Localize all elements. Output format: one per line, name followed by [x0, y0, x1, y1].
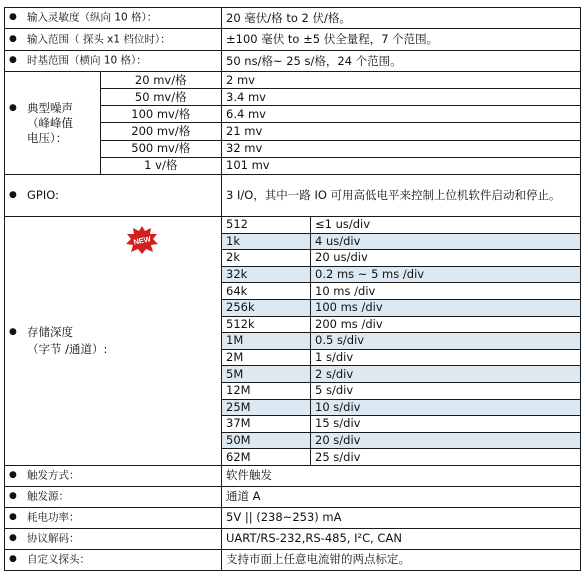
power-value: 5V || (238~253) mA — [222, 507, 581, 528]
depth-table — [222, 217, 580, 465]
depth-timebase: 1 s/div — [311, 349, 581, 366]
depth-row — [222, 349, 580, 366]
bullet-icon: ● — [9, 512, 17, 523]
depth-timebase: 100 ms /div — [311, 299, 581, 316]
sensitivity-value: 20 毫伏/格 to 2 伏/格。 — [222, 8, 581, 29]
bullet-icon: ● — [9, 554, 17, 565]
noise-label-cell — [5, 72, 222, 175]
gpio-value: 3 I/O，其中一路 IO 可用高低电平来控制上位机软件启动和停止。 — [222, 175, 581, 217]
depth-row — [222, 366, 580, 383]
new-badge-icon — [125, 225, 159, 255]
new-badge-text: NEW — [132, 234, 152, 247]
noise-scale: 50 mv/格 — [100, 89, 221, 106]
trigger-mode-label-cell — [5, 465, 222, 486]
noise-label-line1: 典型噪声 — [27, 100, 73, 115]
bullet-icon: ● — [9, 533, 17, 544]
spec-table — [4, 7, 581, 571]
depth-row — [222, 316, 580, 333]
row-range — [5, 29, 581, 51]
depth-row — [222, 250, 580, 267]
noise-value: 3.4 mv — [222, 89, 580, 106]
depth-timebase: 0.2 ms ~ 5 ms /div — [311, 266, 581, 283]
depth-size: 12M — [222, 382, 311, 399]
gpio-label-cell — [5, 175, 222, 217]
depth-size: 25M — [222, 399, 311, 416]
row-protocol — [5, 528, 581, 549]
depth-timebase: 0.5 s/div — [311, 333, 581, 350]
row-power — [5, 507, 581, 528]
depth-size: 2k — [222, 250, 311, 267]
noise-value: 6.4 mv — [222, 106, 580, 123]
depth-size: 37M — [222, 416, 311, 433]
depth-size: 512 — [222, 217, 311, 233]
row-probe — [5, 549, 581, 570]
protocol-label: 协议解码： — [27, 532, 80, 545]
bullet-icon: ● — [9, 326, 17, 337]
probe-label: 自定义探头： — [27, 553, 90, 566]
depth-label: 存储深度 — [27, 324, 73, 339]
row-trigger-mode — [5, 465, 581, 486]
depth-timebase: ≤1 us/div — [311, 217, 581, 233]
row-depth — [5, 217, 581, 466]
depth-row — [222, 233, 580, 250]
timebase-label-cell — [5, 51, 222, 72]
noise-value-cell — [222, 72, 581, 175]
depth-size: 1M — [222, 333, 311, 350]
noise-scale: 100 mv/格 — [100, 106, 221, 123]
gpio-label: GPIO: — [27, 187, 59, 202]
depth-timebase: 10 ms /div — [311, 283, 581, 300]
timebase-label: 时基范围（横向 10 格）： — [27, 54, 147, 67]
noise-scale-table — [5, 72, 221, 174]
depth-row — [222, 416, 580, 433]
row-noise — [5, 72, 581, 175]
depth-timebase: 15 s/div — [311, 416, 581, 433]
row-trigger-source — [5, 486, 581, 507]
trigger-source-value: 通道 A — [222, 486, 581, 507]
depth-size: 32k — [222, 266, 311, 283]
row-gpio — [5, 175, 581, 217]
depth-size: 62M — [222, 449, 311, 465]
depth-timebase: 20 us/div — [311, 250, 581, 267]
bullet-icon: ● — [9, 102, 17, 113]
noise-scale: 20 mv/格 — [100, 72, 221, 89]
noise-label — [5, 72, 100, 174]
noise-value: 2 mv — [222, 72, 580, 89]
power-label-cell — [5, 507, 222, 528]
depth-size: 64k — [222, 283, 311, 300]
depth-size: 2M — [222, 349, 311, 366]
depth-timebase: 25 s/div — [311, 449, 581, 465]
bullet-icon: ● — [9, 470, 17, 481]
depth-timebase: 10 s/div — [311, 399, 581, 416]
depth-sublabel: （字节 /通道）: — [27, 341, 108, 356]
noise-label-line3: 电压）： — [27, 130, 68, 145]
row-sensitivity — [5, 8, 581, 29]
row-timebase — [5, 51, 581, 72]
noise-value: 32 mv — [222, 140, 580, 157]
depth-row — [222, 283, 580, 300]
trigger-source-label-cell — [5, 486, 222, 507]
bullet-icon: ● — [9, 55, 17, 66]
sensitivity-label: 输入灵敏度（纵向 10 格）： — [27, 11, 158, 24]
protocol-value: UART/RS-232,RS-485, I²C, CAN — [222, 528, 581, 549]
noise-value: 101 mv — [222, 157, 580, 174]
bullet-icon: ● — [9, 491, 17, 502]
timebase-value: 50 ns/格~ 25 s/格，24 个范围。 — [222, 51, 581, 72]
range-value: ±100 毫伏 to ±5 伏全量程，7 个范围。 — [222, 29, 581, 51]
range-label-cell — [5, 29, 222, 51]
noise-scale: 1 v/格 — [100, 157, 221, 174]
noise-value: 21 mv — [222, 123, 580, 140]
noise-scale: 500 mv/格 — [100, 140, 221, 157]
trigger-mode-label: 触发方式： — [27, 469, 80, 482]
depth-size: 256k — [222, 299, 311, 316]
depth-timebase: 4 us/div — [311, 233, 581, 250]
depth-timebase: 2 s/div — [311, 366, 581, 383]
protocol-label-cell — [5, 528, 222, 549]
noise-value-table — [222, 72, 580, 174]
probe-label-cell — [5, 549, 222, 570]
depth-row — [222, 299, 580, 316]
sensitivity-label-cell — [5, 8, 222, 29]
bullet-icon: ● — [9, 190, 17, 200]
depth-timebase: 5 s/div — [311, 382, 581, 399]
bullet-icon: ● — [9, 12, 17, 23]
depth-size: 1k — [222, 233, 311, 250]
depth-row — [222, 217, 580, 233]
trigger-mode-value: 软件触发 — [222, 465, 581, 486]
depth-row — [222, 382, 580, 399]
depth-row — [222, 333, 580, 350]
probe-value: 支持市面上任意电流钳的两点标定。 — [222, 549, 581, 570]
depth-label-cell — [5, 217, 222, 466]
depth-row — [222, 266, 580, 283]
trigger-source-label: 触发源： — [27, 490, 69, 503]
depth-timebase: 20 s/div — [311, 432, 581, 449]
depth-value-cell — [222, 217, 581, 466]
noise-scale: 200 mv/格 — [100, 123, 221, 140]
bullet-icon: ● — [9, 33, 17, 44]
depth-timebase: 200 ms /div — [311, 316, 581, 333]
depth-size: 5M — [222, 366, 311, 383]
noise-label-line2: （峰峰值 — [27, 115, 73, 130]
depth-row — [222, 432, 580, 449]
power-label: 耗电功率： — [27, 511, 80, 524]
depth-size: 50M — [222, 432, 311, 449]
range-label: 输入范围（ 探头 x1 档位时）： — [27, 33, 171, 46]
depth-size: 512k — [222, 316, 311, 333]
depth-row — [222, 449, 580, 465]
depth-row — [222, 399, 580, 416]
